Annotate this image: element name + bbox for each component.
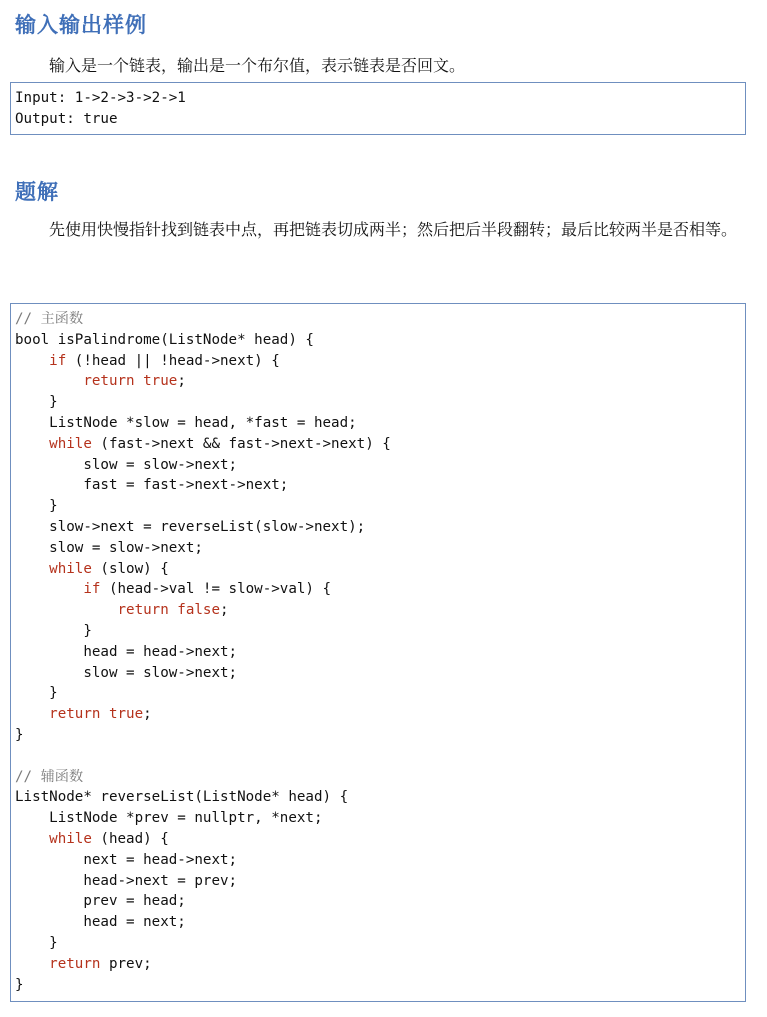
code-line: } xyxy=(15,685,58,702)
code-listing xyxy=(11,304,745,995)
code-listing-box xyxy=(10,303,746,1002)
code-line: ListNode* reverseList(ListNode* head) { xyxy=(15,789,349,806)
code-line: slow->next = reverseList(slow->next); xyxy=(15,518,366,535)
code-line: bool isPalindrome(ListNode* head) { xyxy=(15,331,314,348)
code-line: next = head->next; xyxy=(15,851,238,868)
code-line: } xyxy=(15,976,24,993)
code-line: head = next; xyxy=(15,914,186,931)
io-example-box xyxy=(10,82,746,135)
code-line: head = head->next; xyxy=(15,643,238,660)
code-line: return true; xyxy=(49,706,152,723)
code-line: } xyxy=(15,726,24,743)
code-line: return prev; xyxy=(49,955,152,972)
code-line: return false; xyxy=(117,602,229,619)
code-line: // 辅函数 xyxy=(15,768,84,785)
code-line: slow = slow->next; xyxy=(15,456,238,473)
code-line: fast = fast->next->next; xyxy=(15,477,289,494)
code-line: } xyxy=(15,498,58,515)
code-line: while (slow) { xyxy=(49,560,169,577)
io-input-line: Input: 1->2->3->2->1 xyxy=(15,90,186,106)
solution-section-heading: 题解 xyxy=(15,179,59,204)
code-line: if (head->val != slow->val) { xyxy=(83,581,332,598)
solution-description: 先使用快慢指针找到链表中点，再把链表切成两半；然后把后半段翻转；最后比较两半是否相等。 xyxy=(49,220,738,239)
code-line: // 主函数 xyxy=(15,311,84,327)
code-line: ListNode *slow = head, *fast = head; xyxy=(15,414,357,431)
code-line: prev = head; xyxy=(15,893,186,910)
code-line: } xyxy=(15,394,58,411)
code-line: if (!head || !head->next) { xyxy=(49,352,280,369)
code-line: slow = slow->next; xyxy=(15,539,203,556)
io-section-heading: 输入输出样例 xyxy=(15,12,147,37)
code-line: while (fast->next && fast->next->next) { xyxy=(49,435,391,452)
code-line: head->next = prev; xyxy=(15,872,238,889)
io-output-line: Output: true xyxy=(15,110,118,127)
code-line: } xyxy=(15,934,58,951)
io-description: 输入是一个链表，输出是一个布尔值，表示链表是否回文。 xyxy=(49,56,466,75)
code-line: slow = slow->next; xyxy=(15,664,238,681)
code-line: ListNode *prev = nullptr, *next; xyxy=(15,810,323,827)
code-line xyxy=(15,746,745,767)
code-line: while (head) { xyxy=(49,830,169,847)
io-example-code xyxy=(11,83,745,130)
code-line: return true; xyxy=(83,373,186,390)
code-line: } xyxy=(15,622,92,639)
